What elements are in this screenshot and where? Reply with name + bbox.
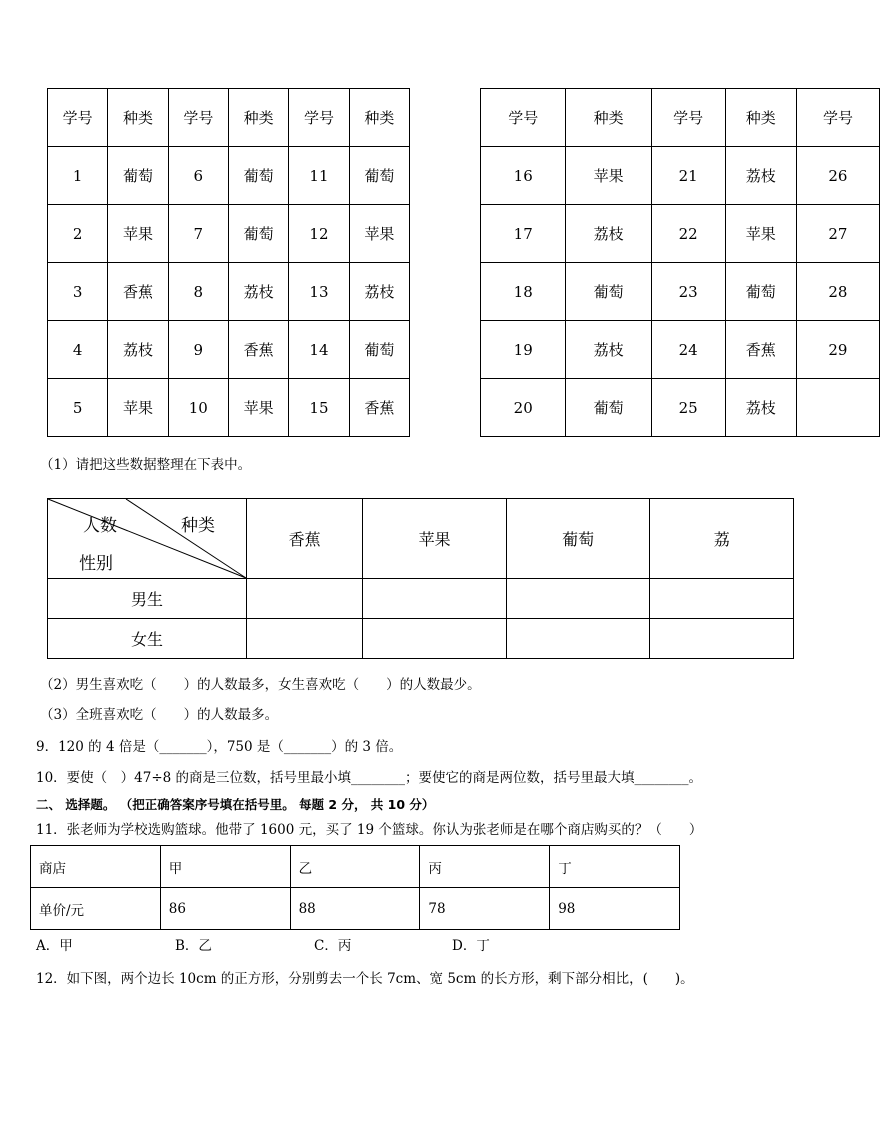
- table-cell: 香蕉: [349, 379, 409, 437]
- blank-cell[interactable]: [247, 619, 363, 659]
- table-cell: 苹果: [349, 205, 409, 263]
- corner-label-count: 人数: [83, 516, 117, 536]
- table-row: [481, 321, 880, 379]
- table-cell: 葡萄: [228, 205, 288, 263]
- option-c[interactable]: C．丙: [314, 938, 352, 954]
- header-cell: 学号: [481, 89, 566, 147]
- table-cell: 苹果: [228, 379, 288, 437]
- table-row: [481, 147, 880, 205]
- header-cell: 荔: [650, 499, 794, 579]
- corner-label-gender: 性别: [79, 554, 113, 574]
- store-price-table: [30, 845, 680, 930]
- blank-cell[interactable]: [650, 619, 794, 659]
- table-cell: 苹果: [108, 205, 168, 263]
- header-cell: 种类: [228, 89, 288, 147]
- table-cell: 乙: [290, 846, 420, 888]
- table-cell: 香蕉: [228, 321, 288, 379]
- table-cell: 10: [168, 379, 228, 437]
- diagonal-lines: [48, 499, 246, 578]
- table-cell: 苹果: [566, 147, 651, 205]
- table-cell: 荔枝: [108, 321, 168, 379]
- table-row: [31, 846, 680, 888]
- table-row: [48, 263, 410, 321]
- table-cell: 26: [796, 147, 879, 205]
- header-cell: 苹果: [363, 499, 507, 579]
- table-cell: 24: [651, 321, 725, 379]
- student-fruit-table-1: [47, 88, 410, 437]
- blank-cell[interactable]: [363, 579, 507, 619]
- table-row: [48, 579, 794, 619]
- table-cell: 23: [651, 263, 725, 321]
- blank-cell[interactable]: [363, 619, 507, 659]
- table-cell: 98: [550, 888, 680, 930]
- blank-cell[interactable]: [506, 579, 650, 619]
- student-fruit-table-2-clip: [480, 88, 853, 436]
- table-cell: 1: [48, 147, 108, 205]
- question-1: （1）请把这些数据整理在下表中。: [40, 457, 252, 473]
- table-cell: 15: [289, 379, 349, 437]
- table-cell: 香蕉: [725, 321, 796, 379]
- table-row: [48, 147, 410, 205]
- table-cell: 25: [651, 379, 725, 437]
- table-row: [48, 379, 410, 437]
- header-cell: 种类: [349, 89, 409, 147]
- option-b[interactable]: B．乙: [175, 938, 212, 954]
- table-cell: 8: [168, 263, 228, 321]
- table-cell: 葡萄: [349, 147, 409, 205]
- table-cell: 20: [481, 379, 566, 437]
- question-3: （3）全班喜欢吃（ ）的人数最多。: [40, 707, 279, 723]
- header-cell: 葡萄: [506, 499, 650, 579]
- section-2-heading: 二、 选择题。 （把正确答案序号填在括号里。 每题 2 分， 共 10 分）: [36, 797, 435, 812]
- header-cell: 种类: [108, 89, 168, 147]
- table-row: [481, 263, 880, 321]
- table-row: [48, 321, 410, 379]
- table-row: [48, 619, 794, 659]
- table-row: [481, 379, 880, 437]
- table-cell: 苹果: [108, 379, 168, 437]
- table-cell: 葡萄: [725, 263, 796, 321]
- table-cell: 香蕉: [108, 263, 168, 321]
- option-a[interactable]: A．甲: [36, 938, 73, 954]
- table-cell: 荔枝: [566, 321, 651, 379]
- table-cell: 21: [651, 147, 725, 205]
- table-cell: 12: [289, 205, 349, 263]
- tally-table: [47, 498, 794, 659]
- blank-cell[interactable]: [247, 579, 363, 619]
- table-cell: 葡萄: [228, 147, 288, 205]
- table-cell: 6: [168, 147, 228, 205]
- header-cell: 种类: [725, 89, 796, 147]
- table-cell: 27: [796, 205, 879, 263]
- table-cell: 28: [796, 263, 879, 321]
- table-cell: 甲: [160, 846, 290, 888]
- tally-table-clip: [47, 498, 794, 658]
- table-cell: 荔枝: [349, 263, 409, 321]
- blank-cell[interactable]: [506, 619, 650, 659]
- table-header-row: [48, 89, 410, 147]
- table-cell: 3: [48, 263, 108, 321]
- header-cell: 学号: [48, 89, 108, 147]
- table-header-row: [48, 499, 794, 579]
- table-cell: 11: [289, 147, 349, 205]
- table-row: [481, 205, 880, 263]
- table-cell: 4: [48, 321, 108, 379]
- table-cell: 5: [48, 379, 108, 437]
- table-cell: 荔枝: [725, 147, 796, 205]
- table-cell: 88: [290, 888, 420, 930]
- table-cell: 18: [481, 263, 566, 321]
- header-cell: 种类: [566, 89, 651, 147]
- table-cell: 86: [160, 888, 290, 930]
- student-fruit-table-2: [480, 88, 880, 437]
- table-row: [31, 888, 680, 930]
- header-cell: 学号: [796, 89, 879, 147]
- table-cell: 13: [289, 263, 349, 321]
- diagonal-header-cell: [48, 499, 247, 579]
- table-cell: 葡萄: [108, 147, 168, 205]
- table-cell: 16: [481, 147, 566, 205]
- row-label-male: 男生: [48, 579, 247, 619]
- table-cell: 葡萄: [349, 321, 409, 379]
- table-cell: 9: [168, 321, 228, 379]
- question-12: 12．如下图，两个边长 10cm 的正方形，分别剪去一个长 7cm、宽 5cm 的长方形，剩下部分相比，( )。: [36, 971, 694, 987]
- table-cell: [796, 379, 879, 437]
- table-cell: 14: [289, 321, 349, 379]
- table-cell: 苹果: [725, 205, 796, 263]
- table-cell: 丁: [550, 846, 680, 888]
- table-cell: 78: [420, 888, 550, 930]
- table-cell: 单价/元: [31, 888, 161, 930]
- row-label-female: 女生: [48, 619, 247, 659]
- question-11: 11．张老师为学校选购篮球。他带了 1600 元，买了 19 个篮球。你认为张老师是在哪个商店购买的？（ ）: [36, 822, 703, 838]
- table-cell: 7: [168, 205, 228, 263]
- question-2: （2）男生喜欢吃（ ）的人数最多，女生喜欢吃（ ）的人数最少。: [40, 677, 481, 693]
- header-cell: 学号: [651, 89, 725, 147]
- table-cell: 2: [48, 205, 108, 263]
- table-cell: 19: [481, 321, 566, 379]
- question-9: 9．120 的 4 倍是（_______），750 是（_______）的 3 倍。: [36, 739, 403, 755]
- table-cell: 葡萄: [566, 263, 651, 321]
- table-cell: 丙: [420, 846, 550, 888]
- option-d[interactable]: D．丁: [452, 938, 490, 954]
- header-cell: 学号: [289, 89, 349, 147]
- blank-cell[interactable]: [650, 579, 794, 619]
- table-cell: 荔枝: [228, 263, 288, 321]
- table-cell: 22: [651, 205, 725, 263]
- table-cell: 17: [481, 205, 566, 263]
- table-cell: 商店: [31, 846, 161, 888]
- table-cell: 29: [796, 321, 879, 379]
- header-cell: 香蕉: [247, 499, 363, 579]
- table-row: [48, 205, 410, 263]
- table-cell: 葡萄: [566, 379, 651, 437]
- table-header-row: [481, 89, 880, 147]
- question-10: 10．要使（ ）47÷8 的商是三位数，括号里最小填________；要使它的商是两位数，括号里最大填________。: [36, 770, 703, 786]
- table-cell: 荔枝: [566, 205, 651, 263]
- table-cell: 荔枝: [725, 379, 796, 437]
- header-cell: 学号: [168, 89, 228, 147]
- corner-label-type: 种类: [181, 516, 215, 536]
